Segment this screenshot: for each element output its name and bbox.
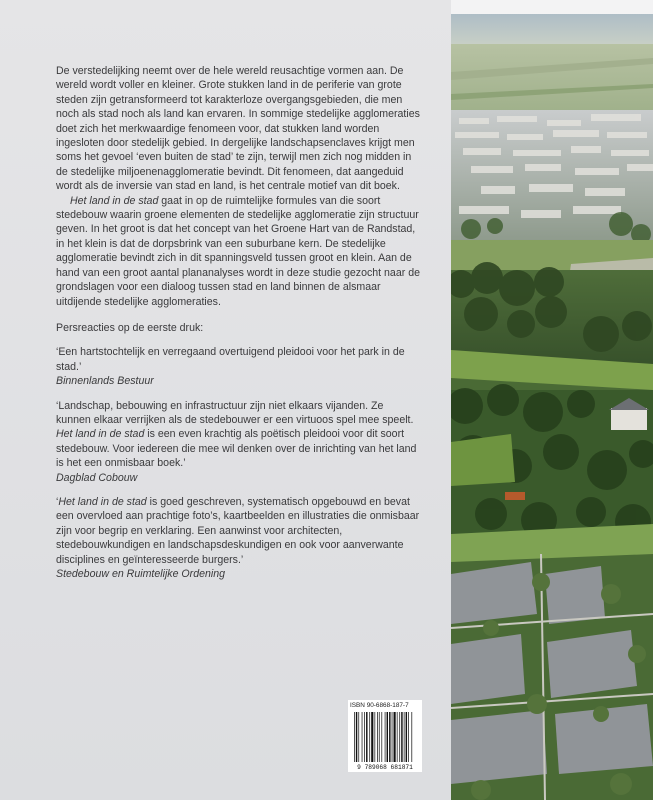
review-2 xyxy=(56,399,420,485)
barcode-bar xyxy=(406,712,407,762)
isbn-barcode xyxy=(348,700,422,772)
review-quote-text: ‘Landschap, bebouwing en infrastructuur zijn niet elkaars vijanden. Ze kunnen elkaar verrijken als de stedebouwer er een virtuoos spel mee speelt. xyxy=(56,399,414,426)
review-quote-text: is goed geschreven, systematisch opgebouwd en bevat een overvloed aan prachtige foto’s, kaartbeelden en illustraties die onmisbaar zijn voor begrip en verklaring. Een aanwinst voor architecten, stedebouwkundigen en landschapsdeskundigen en ook voor aanverwante disciplines en geïnteresseerde burgers.’ xyxy=(56,495,420,566)
barcode-bar xyxy=(397,712,398,762)
barcode-bar xyxy=(354,712,355,762)
book-title-italic: Het land in de stad xyxy=(56,428,145,441)
intro-paragraph-1: De verstedelijking neemt over de hele wereld reusachtige vormen aan. De wereld wordt voller en kleiner. Grote stukken land in de periferie van grote steden zijn getransformeerd tot karakterloze overgangsgebieden, die men noch als stad noch als land kan ervaren. In sommige stedelijke agglomeraties doet zich het merkwaardige fenomeen voor, dat stukken land worden ingesloten door stedelijk gebied. In dergelijke landschapsenclaves krijgt men soms het gevoel ‘even buiten de stad’ te zijn, terwijl men zich nog midden in de stedelijke miljoenenagglomeratie bevindt. Dit fenomeen, dat aangeduid wordt als de inversie van stad en land, is het centrale motief van dit boek. xyxy=(56,65,420,193)
intro-paragraph-2 xyxy=(56,194,420,309)
intro-text xyxy=(56,64,420,309)
barcode-bar xyxy=(381,712,382,762)
barcode-bar xyxy=(362,712,363,762)
intro-paragraph-2-text: gaat in op de ruimtelijke formules van die soort stedebouw waarin groene elementen de stedelijke agglomeratie zijn structuur geven. In het groot is dat het concept van het Groene Hart van de Randstad, in het klein is dat de dorpsbrink van een suburbane kern. De stedelijke agglomeratie bevindt zich in dit spanningsveld tussen groot en klein. Aan de hand van een groot aantal plananalyses wordt in deze studie gezocht naar de grondslagen voor een dialoog tussen stad en land binnen de alsmaar uitdijende stedelijke agglomeraties. xyxy=(56,194,420,308)
barcode-bar xyxy=(399,712,400,762)
barcode-bar xyxy=(364,712,365,762)
aerial-photo xyxy=(451,14,653,800)
text-column xyxy=(56,64,420,581)
barcode-bar xyxy=(404,712,405,762)
barcode-digits: 9 789068 681871 xyxy=(357,764,413,771)
book-title-italic: Het land in de stad xyxy=(58,495,147,508)
barcode-bar xyxy=(356,712,357,762)
review-quote xyxy=(56,345,420,374)
review-source: Stedebouw en Ruimtelijke Ordening xyxy=(56,568,226,580)
barcode-bar xyxy=(408,712,409,762)
press-heading: Persreacties op de eerste druk: xyxy=(56,321,204,334)
review-quote-text: ‘Een hartstochtelijk en verregaand overtuigend pleidooi voor het park in de stad.’ xyxy=(56,346,405,373)
barcode-bar xyxy=(374,712,375,762)
barcode-bar xyxy=(379,712,380,762)
review-quote xyxy=(56,399,420,471)
barcode-bar xyxy=(389,712,390,762)
barcode-bars xyxy=(348,700,422,772)
barcode-bar xyxy=(394,712,396,762)
barcode-bar xyxy=(401,712,402,762)
barcode-bar xyxy=(358,712,359,762)
barcode-bar xyxy=(387,712,388,762)
review-quote-text: ‘ xyxy=(56,495,59,508)
review-source: Binnenlands Bestuur xyxy=(56,375,154,388)
barcode-bar xyxy=(385,712,386,762)
book-title-italic: Het land in de stad xyxy=(70,194,159,207)
review-1 xyxy=(56,345,420,388)
barcode-bar xyxy=(369,712,370,762)
barcode-bar xyxy=(392,712,393,762)
barcode-bar xyxy=(366,712,367,762)
isbn-label: ISBN 90-6868-187-7 xyxy=(350,702,409,709)
barcode-bar xyxy=(371,712,373,762)
review-source: Dagblad Cobouw xyxy=(56,471,138,484)
review-quote-text: is een even krachtig als poëtisch pleidooi voor dit soort stedebouw. Voor iedereen die mee wil denken over de inrichting van het land is het een onmisbaar boek.’ xyxy=(56,428,417,470)
review-quote xyxy=(56,495,420,567)
barcode-bar xyxy=(377,712,378,762)
barcode-bar xyxy=(411,712,412,762)
review-3 xyxy=(56,495,420,581)
